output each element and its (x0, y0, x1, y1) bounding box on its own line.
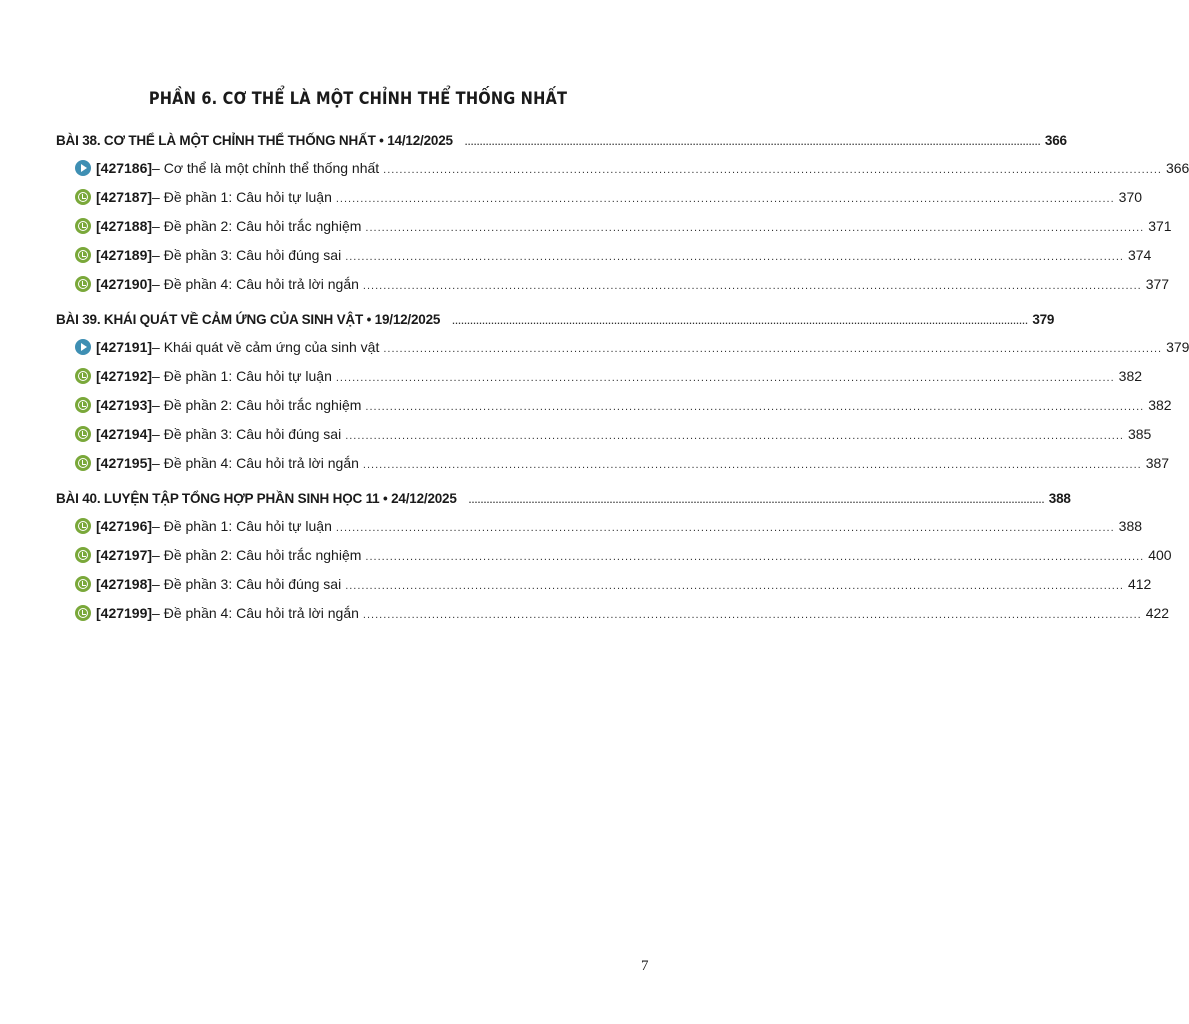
item-code: [427186] (96, 160, 153, 176)
section-title: BÀI 39. KHÁI QUÁT VỀ CẢM ỨNG CỦA SINH VẬT • 19/12/2025 (56, 311, 441, 327)
dot-leader: ................................................................................................................................................................................................ (345, 580, 1124, 592)
section-title: BÀI 38. CƠ THỂ LÀ MỘT CHỈNH THỂ THỐNG NHẤT • 14/12/2025 (56, 132, 453, 148)
toc-item[interactable] (75, 185, 1143, 209)
item-code: [427188] (96, 218, 153, 234)
toc-item[interactable] (75, 214, 1172, 238)
toc-item[interactable] (75, 514, 1143, 538)
item-title: – Đề phần 2: Câu hỏi trắc nghiệm (152, 547, 362, 563)
item-page: 382 (1148, 397, 1172, 413)
section-page: 379 (1032, 311, 1055, 327)
dot-leader: ................................................................................................................................................................................................ (335, 522, 1115, 534)
page-number: 7 (641, 958, 649, 974)
section-heading-bai-39[interactable] (56, 307, 1055, 331)
item-title: – Cơ thể là một chỉnh thể thống nhất (152, 160, 380, 176)
clock-icon (75, 518, 91, 534)
clock-icon (75, 426, 91, 442)
toc-item[interactable] (75, 243, 1152, 267)
item-title: – Đề phần 1: Câu hỏi tự luận (152, 368, 332, 384)
item-page: 412 (1127, 576, 1152, 592)
item-code: [427189] (96, 247, 153, 263)
dot-leader: ................................................................................................................................................................................................ (345, 430, 1124, 442)
clock-icon (75, 455, 91, 471)
item-code: [427187] (96, 189, 153, 205)
clock-icon (75, 276, 91, 292)
dot-leader: ................................................................................................................................................................................................ (468, 495, 1045, 505)
toc-item[interactable] (75, 335, 1189, 359)
toc-item[interactable] (75, 156, 1189, 180)
page-title: PHẦN 6. CƠ THỂ LÀ MỘT CHỈNH THỂ THỐNG NHẤT (148, 89, 568, 109)
item-code: [427194] (96, 426, 153, 442)
toc-item[interactable] (75, 543, 1172, 567)
item-page: 400 (1148, 547, 1172, 563)
item-title: – Đề phần 2: Câu hỏi trắc nghiệm (152, 397, 362, 413)
item-title: – Đề phần 4: Câu hỏi trả lời ngắn (152, 605, 359, 621)
section-page: 388 (1048, 490, 1071, 506)
play-icon (75, 160, 91, 176)
clock-icon (75, 576, 91, 592)
item-page: 387 (1145, 455, 1170, 471)
dot-leader: ................................................................................................................................................................................................ (362, 459, 1142, 471)
clock-icon (75, 605, 91, 621)
dot-leader: ................................................................................................................................................................................................ (383, 164, 1162, 176)
clock-icon (75, 547, 91, 563)
item-code: [427190] (96, 276, 153, 292)
item-title: – Đề phần 2: Câu hỏi trắc nghiệm (152, 218, 362, 234)
clock-icon (75, 368, 91, 384)
toc-item[interactable] (75, 393, 1172, 417)
clock-icon (75, 189, 91, 205)
item-page: 366 (1165, 160, 1189, 176)
dot-leader: ................................................................................................................................................................................................ (345, 251, 1124, 263)
toc-item[interactable] (75, 601, 1170, 625)
dot-leader: ................................................................................................................................................................................................ (362, 280, 1142, 292)
item-code: [427196] (96, 518, 153, 534)
item-title: – Đề phần 4: Câu hỏi trả lời ngắn (152, 455, 359, 471)
toc-item[interactable] (75, 272, 1170, 296)
item-code: [427191] (96, 339, 153, 355)
toc-item[interactable] (75, 422, 1152, 446)
item-page: 377 (1145, 276, 1170, 292)
dot-leader: ................................................................................................................................................................................................ (362, 609, 1142, 621)
clock-icon (75, 247, 91, 263)
dot-leader: ................................................................................................................................................................................................ (335, 193, 1115, 205)
section-page: 366 (1044, 132, 1067, 148)
item-code: [427193] (96, 397, 153, 413)
item-page: 385 (1127, 426, 1152, 442)
play-icon (75, 339, 91, 355)
item-title: – Đề phần 4: Câu hỏi trả lời ngắn (152, 276, 359, 292)
item-title: – Khái quát về cảm ứng của sinh vật (152, 339, 380, 355)
section-heading-bai-38[interactable] (56, 128, 1067, 152)
item-page: 422 (1145, 605, 1170, 621)
item-page: 382 (1118, 368, 1143, 384)
dot-leader: ................................................................................................................................................................................................ (365, 401, 1145, 413)
item-title: – Đề phần 3: Câu hỏi đúng sai (152, 426, 342, 442)
item-page: 388 (1118, 518, 1143, 534)
clock-icon (75, 397, 91, 413)
item-code: [427195] (96, 455, 153, 471)
item-code: [427199] (96, 605, 153, 621)
item-title: – Đề phần 3: Câu hỏi đúng sai (152, 247, 342, 263)
toc-item[interactable] (75, 572, 1152, 596)
item-title: – Đề phần 3: Câu hỏi đúng sai (152, 576, 342, 592)
item-title: – Đề phần 1: Câu hỏi tự luận (152, 518, 332, 534)
item-code: [427192] (96, 368, 153, 384)
section-title: BÀI 40. LUYỆN TẬP TỔNG HỢP PHẦN SINH HỌC 11 • 24/12/2025 (56, 490, 457, 506)
toc-item[interactable] (75, 364, 1143, 388)
dot-leader: ................................................................................................................................................................................................ (464, 137, 1041, 147)
clock-icon (75, 218, 91, 234)
item-title: – Đề phần 1: Câu hỏi tự luận (152, 189, 332, 205)
item-code: [427197] (96, 547, 153, 563)
toc-item[interactable] (75, 451, 1170, 475)
item-code: [427198] (96, 576, 153, 592)
dot-leader: ................................................................................................................................................................................................ (335, 372, 1115, 384)
item-page: 374 (1127, 247, 1152, 263)
item-page: 371 (1148, 218, 1172, 234)
section-heading-bai-40[interactable] (56, 486, 1071, 510)
dot-leader: ................................................................................................................................................................................................ (452, 316, 1029, 326)
item-page: 370 (1118, 189, 1143, 205)
dot-leader: ................................................................................................................................................................................................ (383, 343, 1163, 355)
dot-leader: ................................................................................................................................................................................................ (365, 551, 1145, 563)
dot-leader: ................................................................................................................................................................................................ (365, 222, 1145, 234)
item-page: 379 (1166, 339, 1189, 355)
